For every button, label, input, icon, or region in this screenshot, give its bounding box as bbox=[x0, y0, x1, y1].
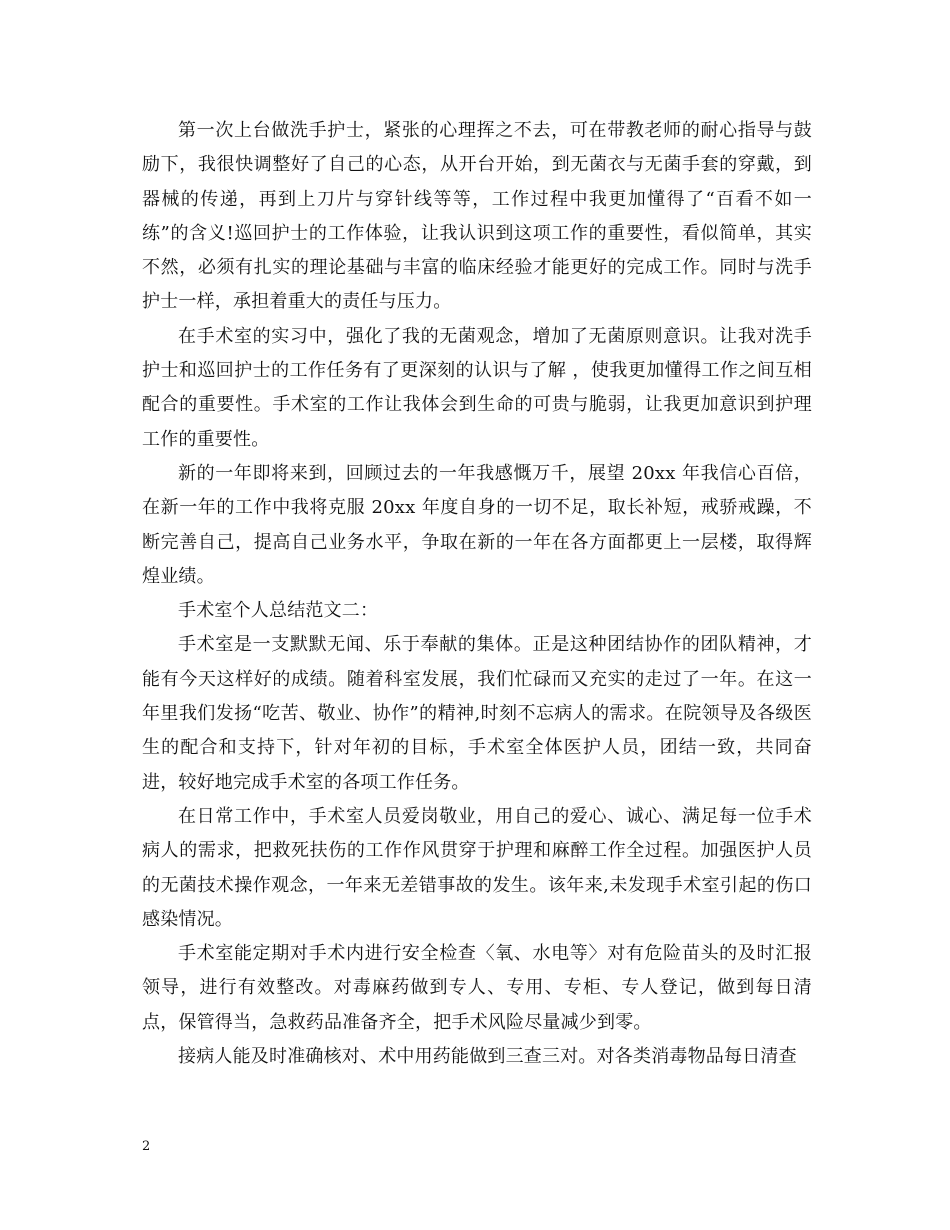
paragraph-3: 新的一年即将来到，回顾过去的一年我感慨万千，展望 20xx 年我信心百倍，在新一年的工作中我将克服 20xx 年度自身的一切不足，取长补短，戒骄戒躁，不断完善自己，提高自己业务水平，争取在新的一年在各方面都更上一层楼，取得辉煌业绩。 bbox=[142, 462, 812, 587]
document-body bbox=[142, 114, 812, 1074]
paragraph-7: 手术室能定期对手术内进行安全检查〈氧、水电等〉对有危险苗头的及时汇报领导，进行有效整改。对毒麻药做到专人、专用、专柜、专人登记，做到每日清点，保管得当，急救药品准备齐全，把手术风险尽量减少到零。 bbox=[142, 943, 812, 1033]
paragraph-8: 接病人能及时准确核对、术中用药能做到三查三对。对各类消毒物品每日清查 bbox=[178, 1046, 797, 1068]
page-number: 2 bbox=[142, 1139, 151, 1154]
section-heading: 手术室个人总结范文二： bbox=[178, 600, 379, 622]
paragraph-5: 手术室是一支默默无闻、乐于奉献的集体。正是这种团结协作的团队精神，才能有今天这样好的成绩。随着科室发展，我们忙碌而又充实的走过了一年。在这一年里我们发扬“吃苦、敬业、协作”的精神,时刻不忘病人的需求。在院领导及各级医生的配合和支持下，针对年初的目标，手术室全体医护人员，团结一致，共同奋进，较好地完成手术室的各项工作任务。 bbox=[142, 634, 812, 793]
paragraph-1: 第一次上台做洗手护士，紧张的心理挥之不去，可在带教老师的耐心指导与鼓励下，我很快调整好了自己的心态，从开台开始，到无菌衣与无菌手套的穿戴，到器械的传递，再到上刀片与穿针线等等，工作过程中我更加懂得了“百看不如一练”的含义!巡回护士的工作体验，让我认识到这项工作的重要性，看似简单，其实不然，必须有扎实的理论基础与丰富的临床经验才能更好的完成工作。同时与洗手护士一样，承担着重大的责任与压力。 bbox=[142, 120, 812, 313]
paragraph-2: 在手术室的实习中，强化了我的无菌观念，增加了无菌原则意识。让我对洗手护士和巡回护士的工作任务有了更深刻的认识与了解 ，使我更加懂得工作之间互相配合的重要性。手术室的工作让我体会到生命的可贵与脆弱，让我更加意识到护理工作的重要性。 bbox=[142, 325, 812, 450]
paragraph-6: 在日常工作中，手术室人员爱岗敬业，用自己的爱心、诚心、满足每一位手术病人的需求，把救死扶伤的工作作风贯穿于护理和麻醉工作全过程。加强医护人员的无菌技术操作观念，一年来无差错事故的发生。该年来,未发现手术室引起的伤口感染情况。 bbox=[142, 805, 812, 930]
